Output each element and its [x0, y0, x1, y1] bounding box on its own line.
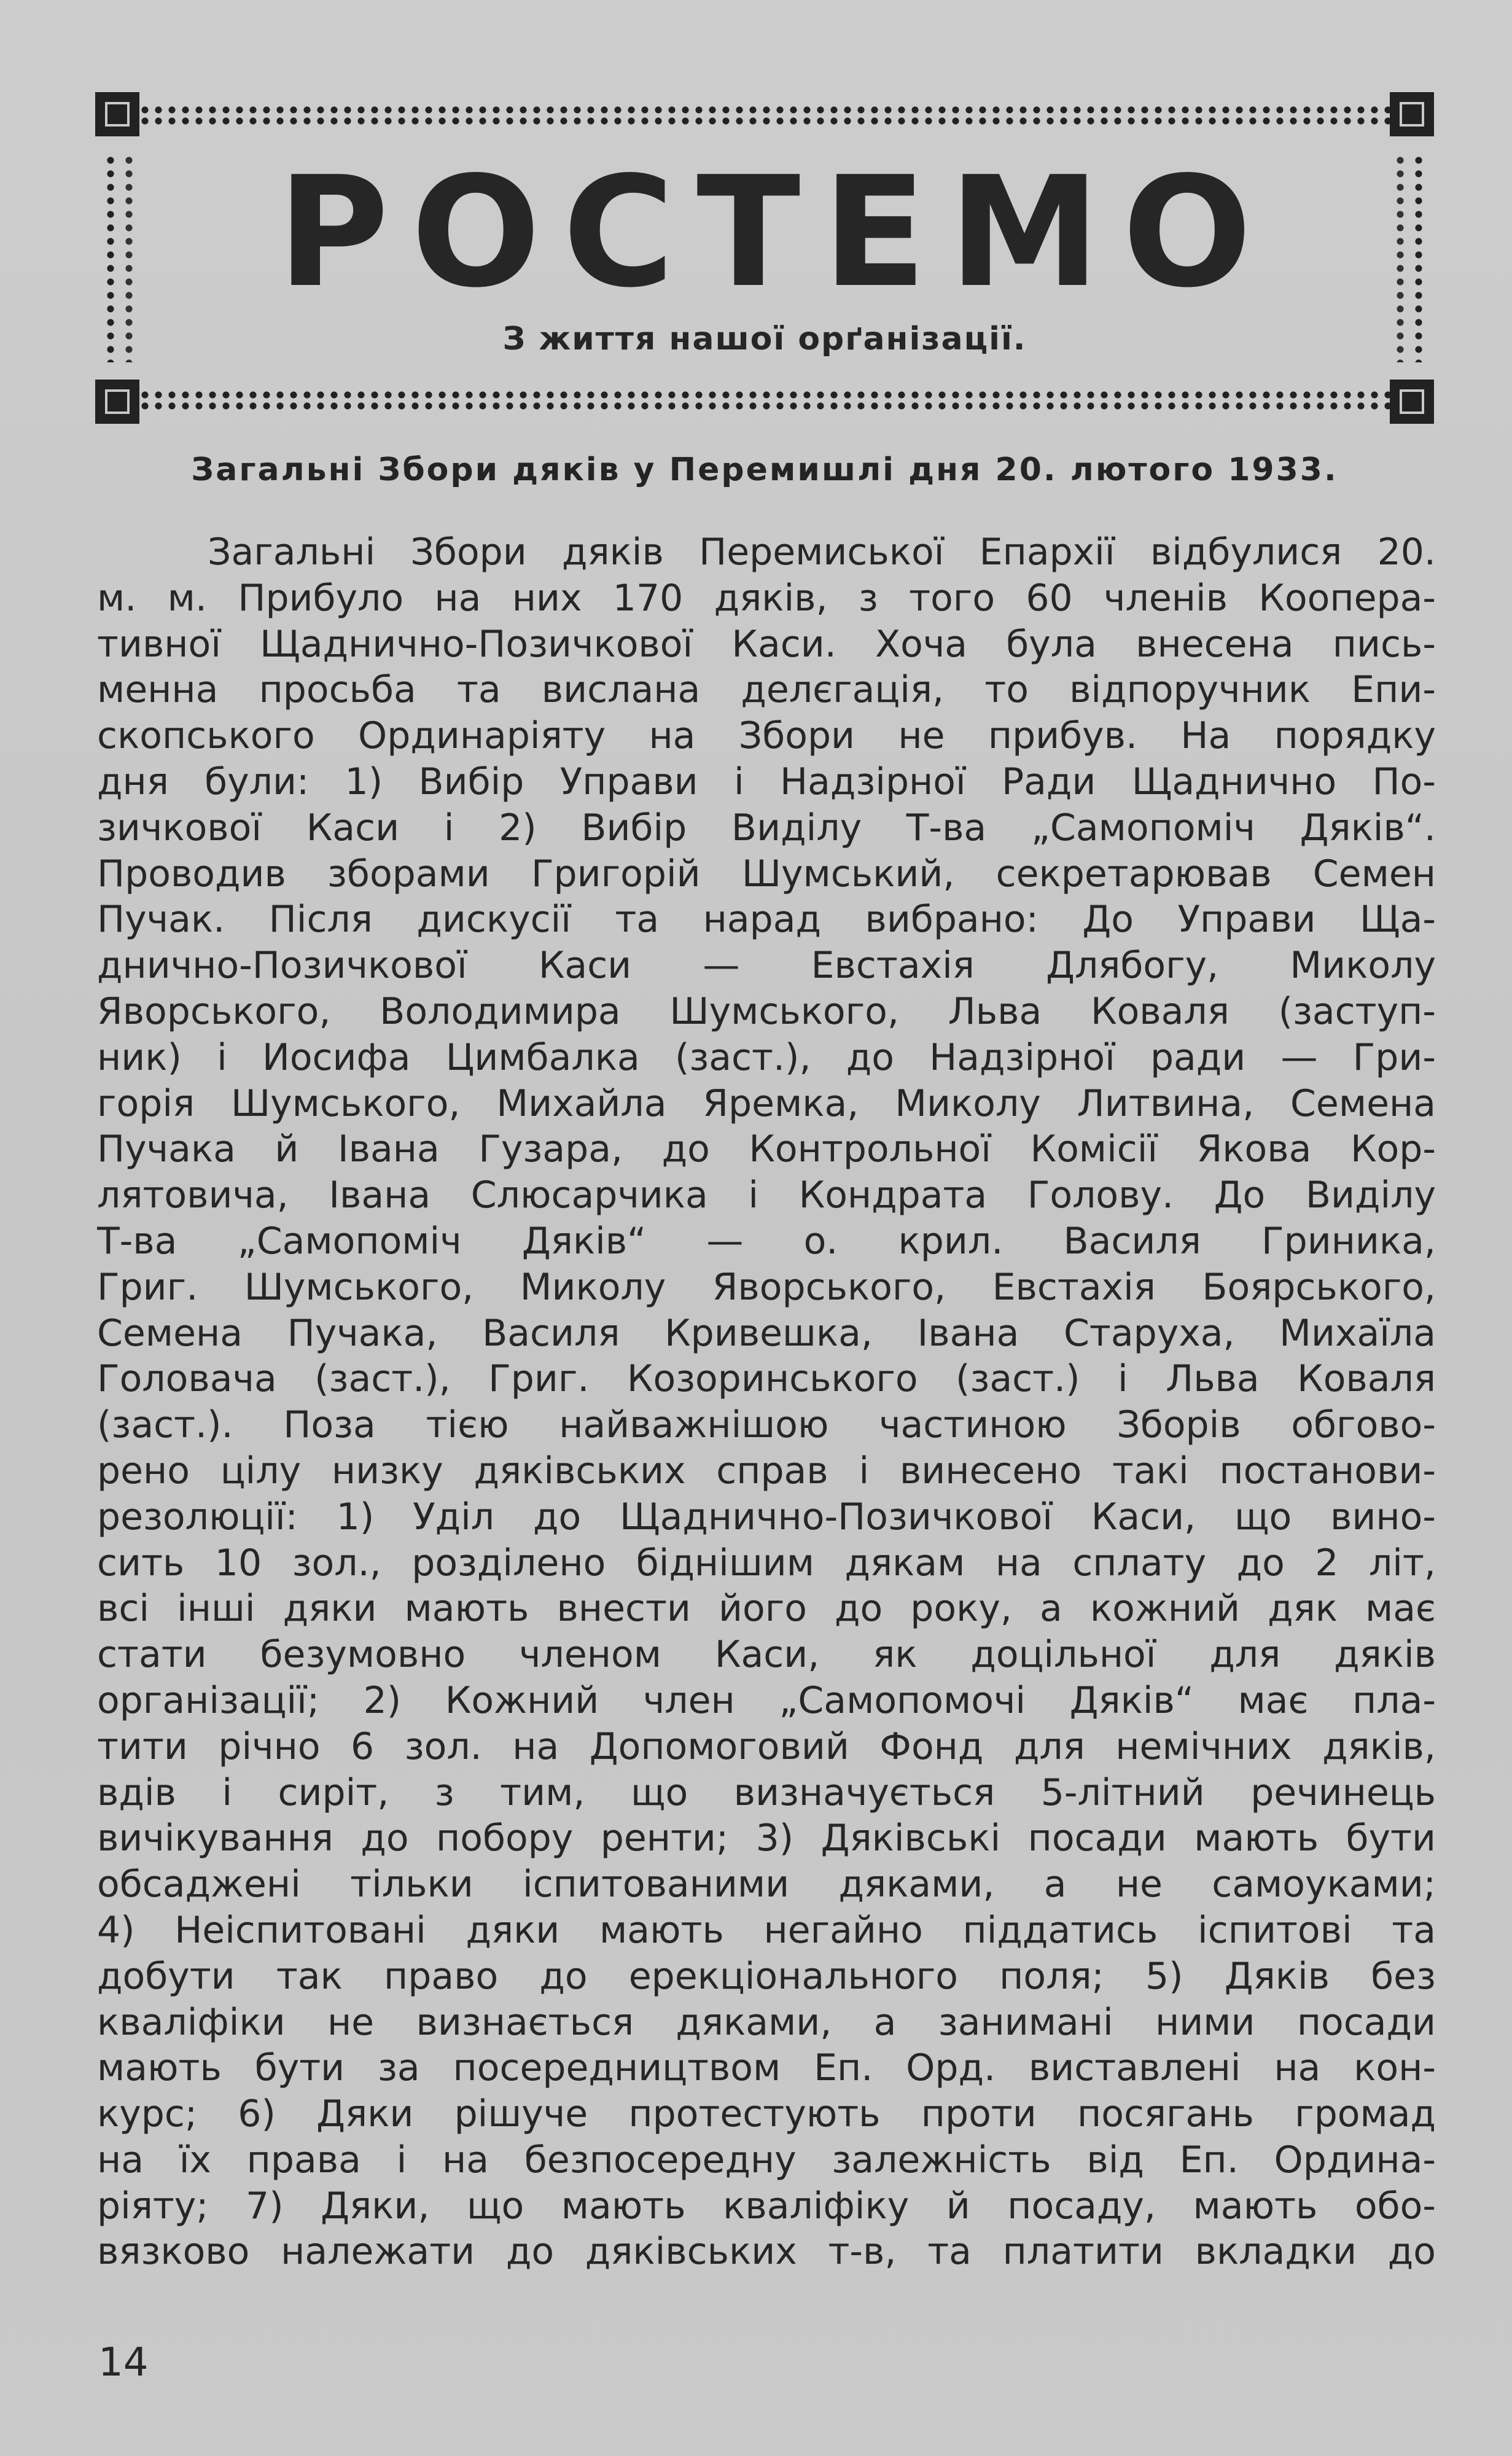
article-headline: Загальні Збори дяків у Перемишлі дня 20. лютого 1933.: [191, 451, 1338, 488]
text-line: менна просьба та вислана делєгація, то відпоручник Епи-: [97, 668, 1436, 712]
text-line: Григ. Шумського, Миколу Яворського, Евстахія Боярського,: [97, 1265, 1436, 1309]
page-number: 14: [98, 2340, 149, 2385]
text-line: зичкової Каси і 2) Вибір Виділу Т-ва „Самопоміч Дяків“.: [97, 806, 1436, 849]
section-header-box: [95, 92, 1434, 424]
text-line: м. м. Прибуло на них 170 дяків, з того 60 членів Коопера-: [97, 576, 1436, 620]
text-line: обсаджені тільки іспитованими дяками, а не самоуками;: [97, 1863, 1436, 1906]
dotted-border-bottom: [138, 389, 1391, 411]
corner-ornament-bottom-right: [1390, 380, 1434, 424]
corner-ornament-top-right: [1390, 92, 1434, 136]
text-line: Пучака й Івана Гузара, до Контрольної Комісії Якова Кор-: [97, 1128, 1436, 1171]
text-line: кваліфіки не визнається дяками, а занимані ними посади: [97, 2000, 1436, 2044]
text-line: стати безумовно членом Каси, як доцільної для дяків: [97, 1633, 1436, 1677]
text-line: Головача (заст.), Григ. Козоринського (заст.) і Льва Коваля: [97, 1357, 1436, 1401]
corner-ornament-bottom-left: [95, 380, 139, 424]
text-line: ник) і Иосифа Цимбалка (заст.), до Надзірної ради — Гри-: [97, 1035, 1436, 1079]
text-line: рено цілу низку дяківських справ і винесено такі постанови-: [97, 1449, 1436, 1492]
text-line: на їх права і на безпосередну залежність від Еп. Ордина-: [97, 2138, 1436, 2181]
text-line: вдів і сиріт, з тим, що визначується 5-літний речинець: [97, 1771, 1436, 1814]
text-line: мають бути за посередництвом Еп. Орд. виставлені на кон-: [97, 2046, 1436, 2090]
text-line: тити річно 6 зол. на Допомоговий Фонд для немічних дяків,: [97, 1725, 1436, 1768]
text-line: дня були: 1) Вибір Управи і Надзірної Ради Щаднично По-: [97, 760, 1436, 803]
article-body: [97, 529, 1436, 2275]
text-line: Загальні Збори дяків Перемиської Епархії відбулися 20.: [208, 531, 1436, 574]
text-line: лятовича, Івана Слюсарчика і Кондрата Голову. До Виділу: [97, 1174, 1436, 1217]
text-line: сить 10 зол., розділено біднішим дякам на сплату до 2 літ,: [97, 1541, 1436, 1585]
dotted-border-top: [138, 104, 1391, 127]
text-line: (заст.). Поза тією найважнішою частиною Зборів обгово-: [97, 1403, 1436, 1447]
text-line: Пучак. Після дискусії та нарад вибрано: До Управи Ща-: [97, 898, 1436, 941]
text-line: Семена Пучака, Василя Кривешка, Івана Старуха, Михаїла: [97, 1311, 1436, 1355]
text-line: вичікування до побору ренти; 3) Дяківські посади мають бути: [97, 1817, 1436, 1860]
section-title: РОСТЕМО: [277, 144, 1274, 321]
text-line: всі інші дяки мають внести його до року, а кожний дяк має: [97, 1587, 1436, 1631]
text-line: курс; 6) Дяки рішуче протестують проти посягань громад: [97, 2092, 1436, 2136]
text-line: Т-ва „Самопоміч Дяків“ — о. крил. Василя Гриника,: [97, 1219, 1436, 1263]
text-line: Проводив зборами Григорій Шумський, секретарював Семен: [97, 852, 1436, 895]
text-line: резолюції: 1) Уділ до Щаднично-Позичкової Каси, що вино-: [97, 1495, 1436, 1538]
text-line: днично-Позичкової Каси — Евстахія Длябогу, Миколу: [97, 944, 1436, 988]
section-subtitle: З життя нашої орґанізації.: [502, 321, 1027, 357]
text-line: 4) Неіспитовані дяки мають негайно піддатись іспитові та: [97, 1908, 1436, 1952]
text-line: тивної Щаднично-Позичкової Каси. Хоча була внесена пись-: [97, 622, 1436, 666]
text-line: Яворського, Володимира Шумського, Льва Коваля (заступ-: [97, 989, 1436, 1033]
text-line: вязково належати до дяківських т-в, та платити вкладки до: [97, 2230, 1436, 2274]
text-line: організації; 2) Кожний член „Самопомочі Дяків“ має пла-: [97, 1678, 1436, 1722]
text-line: скопського Ординаріяту на Збори не прибув. На порядку: [97, 714, 1436, 758]
text-line: ріяту; 7) Дяки, що мають кваліфіку й посаду, мають обо-: [97, 2184, 1436, 2228]
text-line: добути так право до ерекціонального поля; 5) Дяків без: [97, 1954, 1436, 1998]
corner-ornament-top-left: [95, 92, 139, 136]
text-line: горія Шумського, Михайла Яремка, Миколу Литвина, Семена: [97, 1082, 1436, 1125]
